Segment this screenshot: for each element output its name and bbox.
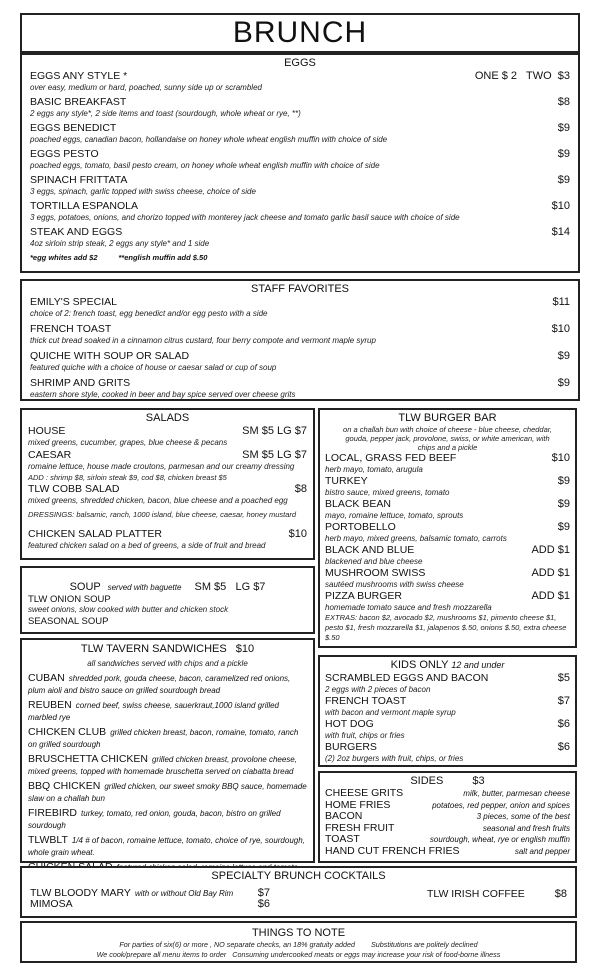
- side-item: [325, 788, 570, 800]
- sandwich-item: [28, 699, 307, 722]
- staff-header: STAFF FAVORITES: [251, 283, 349, 295]
- menu-title: BRUNCH: [20, 13, 580, 53]
- notes-line2: We cook/prepare all menu items to order Consuming undercooked meats or eggs may increase your risk of food-borne illness: [96, 950, 501, 959]
- menu-item-desc: over easy, medium or hard, poached, sunny side up or scrambled: [30, 83, 262, 92]
- burger-extras: EXTRAS: bacon $2, avocado $2, mushrooms $1, pimento cheese $1, pesto $1, fresh mozzarella $1, jalapenos $.50, onions $.50, extra cheese $.50: [325, 613, 567, 642]
- sandwich-item: [28, 753, 307, 776]
- side-item: [325, 823, 570, 835]
- menu-item-row: [325, 498, 570, 511]
- menu-item-row: [325, 544, 570, 557]
- menu-item-desc: choice of 2: french toast, egg benedict and/or egg pesto with a side: [30, 309, 268, 318]
- eggs-list: [30, 70, 570, 249]
- cocktail-price: $6: [257, 898, 270, 910]
- menu-item-price: $6: [557, 741, 570, 753]
- side-item: [325, 811, 570, 823]
- menu-item-row: [30, 96, 570, 109]
- menu-item: [325, 521, 570, 544]
- menu-item-price: ADD $1: [531, 567, 570, 579]
- side-desc: salt and pepper: [514, 846, 570, 856]
- cobb-desc: mixed greens, shredded chicken, bacon, blue cheese and a poached egg: [28, 496, 288, 505]
- menu-item-price: ONE $ 2 TWO $3: [474, 70, 570, 82]
- side-name: FRESH FRUIT: [325, 821, 395, 834]
- menu-item-name: TURKEY: [325, 475, 368, 487]
- menu-item-desc: bistro sauce, mixed greens, tomato: [325, 488, 450, 497]
- side-name: CHEESE GRITS: [325, 787, 404, 799]
- burger-list: [325, 452, 570, 613]
- burger-section: [318, 408, 577, 648]
- menu-item-name: BASIC BREAKFAST: [30, 96, 127, 108]
- cobb-price: $8: [294, 483, 307, 495]
- menu-item-row: [325, 672, 570, 685]
- cobb-name: TLW COBB SALAD: [28, 483, 120, 495]
- menu-item-name: MUSHROOM SWISS: [325, 567, 426, 579]
- cocktails-body: [30, 888, 567, 910]
- sandwiches-header-line: [28, 643, 307, 656]
- platter-price: $10: [288, 528, 307, 540]
- menu-item: [325, 475, 570, 498]
- sandwiches-header: TLW TAVERN SANDWICHES: [80, 643, 227, 655]
- menu-item-desc: 2 eggs with 2 pieces of bacon: [325, 685, 431, 694]
- menu-item-name: LOCAL, GRASS FED BEEF: [325, 452, 457, 464]
- menu-item: [30, 122, 570, 145]
- menu-item-desc: herb mayo, tomato, arugula: [325, 465, 423, 474]
- menu-item-row: [325, 741, 570, 754]
- side-desc: milk, butter, parmesan cheese: [463, 789, 570, 798]
- sandwich-name: CHICKEN CLUB: [28, 726, 107, 738]
- menu-item-name: FRENCH TOAST: [30, 323, 112, 335]
- menu-item-desc: 3 eggs, spinach, garlic topped with swiss cheese, choice of side: [30, 187, 256, 196]
- soup-item-desc: sweet onions, slow cooked with butter and chicken stock: [28, 605, 229, 614]
- sandwiches-section: [20, 638, 315, 863]
- menu-item: [325, 544, 570, 567]
- side-desc: 3 pieces, some of the best: [476, 812, 570, 821]
- menu-item-row: [28, 449, 307, 462]
- menu-item-desc: mayo, romaine lettuce, tomato, sprouts: [325, 511, 464, 520]
- sandwiches-price: $10: [235, 643, 255, 655]
- sides-header: SIDES: [410, 775, 444, 787]
- cocktail-list: [30, 888, 270, 910]
- menu-item-name: SPINACH FRITTATA: [30, 174, 128, 186]
- menu-item-name: STEAK AND EGGS: [30, 226, 123, 238]
- menu-item-name: EMILY'S SPECIAL: [30, 296, 118, 308]
- menu-item-desc: 3 eggs, potatoes, onions, and chorizo topped with monterey jack cheese and tomato garlic basil sauce with choice of side: [30, 213, 460, 222]
- menu-item-row: [28, 425, 307, 438]
- irish-price: $8: [554, 888, 567, 900]
- menu-item-row: [30, 200, 570, 213]
- menu-item-desc: eastern shore style, cooked in beer and bay spice served over cheese grits: [30, 390, 296, 399]
- sides-list: [325, 788, 570, 857]
- salads-list: [28, 425, 307, 472]
- chicken-salad-platter: [28, 528, 307, 551]
- menu-item: [28, 425, 307, 448]
- salads-add: ADD : shrimp $8, sirloin steak $9, cod $8, chicken breast $5: [28, 473, 227, 482]
- menu-item-price: $14: [551, 226, 570, 238]
- kids-header: KIDS ONLY: [390, 659, 449, 671]
- menu-item: [30, 70, 570, 93]
- menu-item-price: $11: [552, 296, 570, 308]
- side-desc: seasonal and fresh fruits: [482, 823, 570, 833]
- menu-item-row: [30, 174, 570, 187]
- menu-item-row: [30, 377, 570, 390]
- menu-item-row: [325, 590, 570, 603]
- cocktail-note: with or without Old Bay Rim: [134, 889, 234, 898]
- menu-item-price: $10: [551, 200, 570, 212]
- menu-item-desc: homemade tomato sauce and fresh mozzarella: [325, 603, 492, 612]
- menu-item-row: [325, 567, 570, 580]
- menu-item-name: EGGS BENEDICT: [30, 122, 117, 134]
- menu-item: [28, 449, 307, 472]
- menu-item-price: $10: [551, 452, 570, 464]
- menu-item-row: [30, 323, 570, 336]
- soup-header-line: [28, 581, 307, 594]
- menu-item-price: $9: [557, 498, 570, 510]
- soup-item-name: SEASONAL SOUP: [28, 616, 109, 627]
- side-desc: sourdough, wheat, rye or english muffin: [429, 835, 570, 844]
- menu-item-row: [325, 452, 570, 465]
- cobb-salad: [28, 483, 307, 506]
- menu-item-price: $7: [557, 695, 570, 707]
- menu-item-name: QUICHE WITH SOUP OR SALAD: [30, 350, 190, 362]
- menu-item: [30, 174, 570, 197]
- sandwich-desc: grilled chicken breast, provolone cheese, mixed greens, topped with homemade bruschetta served on ciabatta bread: [28, 755, 297, 776]
- menu-item-price: $9: [557, 350, 570, 362]
- menu-item-price: $8: [557, 96, 570, 108]
- menu-item: [30, 226, 570, 249]
- soup-list: [28, 594, 307, 627]
- burger-header: TLW BURGER BAR: [398, 412, 497, 424]
- staff-list: [30, 296, 570, 400]
- staff-section: [20, 279, 580, 401]
- soup-section: [20, 566, 315, 634]
- menu-item-name: EGGS ANY STYLE *: [30, 70, 128, 82]
- sandwich-name: BBQ CHICKEN: [28, 780, 101, 792]
- cocktails-section: [20, 866, 577, 918]
- sandwich-item: [28, 834, 307, 857]
- sandwich-item: [28, 807, 307, 830]
- irish-coffee: [427, 888, 567, 910]
- menu-item-name: BLACK AND BLUE: [325, 544, 415, 556]
- menu-item-row: [30, 148, 570, 161]
- menu-item-price: $9: [557, 174, 570, 186]
- platter-desc: featured chicken salad on a bed of greens, a side of fruit and bread: [28, 541, 266, 550]
- soup-item: [28, 594, 307, 615]
- sandwich-item: [28, 672, 307, 695]
- sandwich-item: [28, 726, 307, 749]
- kids-list: [325, 672, 570, 764]
- menu-item-row: [325, 521, 570, 534]
- menu-item-desc: 2 eggs any style*, 2 side items and toast (sourdough, whole wheat or rye, **): [30, 109, 301, 118]
- menu-item-desc: mixed greens, cucumber, grapes, blue cheese & pecans: [28, 438, 228, 447]
- side-desc: potatoes, red pepper, onion and spices: [432, 800, 570, 810]
- menu-item-price: $9: [557, 377, 570, 389]
- cocktail-left: [30, 899, 73, 910]
- menu-item-row: [30, 296, 570, 309]
- sandwiches-sub: all sandwiches served with chips and a pickle: [87, 659, 248, 668]
- menu-item-name: SHRIMP AND GRITS: [30, 377, 131, 389]
- menu-item-name: BURGERS: [325, 741, 377, 753]
- cocktail-name: MIMOSA: [30, 898, 73, 910]
- cocktail-item: [30, 899, 270, 910]
- side-name: BACON: [325, 810, 363, 822]
- eggs-header: EGGS: [284, 57, 316, 69]
- sandwich-name: TLWBLT: [28, 834, 68, 846]
- kids-header-note: 12 and under: [451, 660, 505, 670]
- soup-header: SOUP: [69, 581, 101, 593]
- menu-item-name: FRENCH TOAST: [325, 695, 407, 707]
- side-name: HAND CUT FRENCH FRIES: [325, 844, 460, 857]
- menu-item: [30, 296, 570, 319]
- menu-item-name: BLACK BEAN: [325, 498, 391, 510]
- menu-item-price: $9: [557, 122, 570, 134]
- menu-item-price: $9: [557, 521, 570, 533]
- menu-item: [325, 741, 570, 764]
- menu-item-price: $9: [557, 475, 570, 487]
- menu-item-price: $6: [557, 718, 570, 730]
- menu-item: [30, 200, 570, 223]
- menu-item-desc: poached eggs, canadian bacon, hollandaise on honey whole wheat english muffin with choice of side: [30, 135, 388, 144]
- menu-item-row: [325, 475, 570, 488]
- menu-item-price: ADD $1: [531, 590, 570, 602]
- soup-item-name: TLW ONION SOUP: [28, 594, 111, 605]
- menu-item-name: EGGS PESTO: [30, 148, 99, 160]
- menu-item: [325, 567, 570, 590]
- menu-item-row: [30, 226, 570, 239]
- menu-item: [325, 498, 570, 521]
- sandwich-desc: 1/4 # of bacon, romaine lettuce, tomato, choice of rye, sourdough, whole grain wheat.: [28, 836, 305, 857]
- menu-item: [30, 377, 570, 400]
- side-item: [325, 846, 570, 858]
- sandwich-name: BRUSCHETTA CHICKEN: [28, 753, 148, 765]
- sides-price: $3: [472, 775, 485, 787]
- menu-item: [30, 96, 570, 119]
- notes-header: THINGS TO NOTE: [251, 927, 346, 939]
- sandwich-desc: grilled chicken breast, bacon, romaine, tomato, ranch on grilled sourdough: [28, 728, 299, 749]
- menu-item-name: SCRAMBLED EGGS AND BACON: [325, 672, 489, 684]
- sandwich-desc: corned beef, swiss cheese, sauerkraut,1000 island grilled marbled rye: [28, 701, 279, 722]
- burger-sub: on a challah bun with choice of cheese - blue cheese, cheddar, gouda, pepper jack, provolone, swiss, or white american, with chips and a pickle: [343, 425, 552, 452]
- menu-item-desc: featured quiche with a choice of house or caesar salad or cup of soup: [30, 363, 277, 372]
- menu-item-row: [30, 70, 570, 83]
- sandwich-name: FIREBIRD: [28, 807, 78, 819]
- eggs-section: [20, 53, 580, 273]
- menu-item-desc: sautéed mushrooms with swiss cheese: [325, 580, 464, 589]
- menu-item-name: TORTILLA ESPANOLA: [30, 200, 138, 212]
- menu-item-name: HOT DOG: [325, 718, 374, 730]
- menu-item-desc: romaine lettuce, house made croutons, parmesan and our creamy dressing: [28, 462, 295, 471]
- menu-item-row: [325, 695, 570, 708]
- salads-section: [20, 408, 315, 560]
- menu-item-desc: with fruit, chips or fries: [325, 731, 405, 740]
- salads-dressings: DRESSINGS: balsamic, ranch, 1000 island, blue cheese, caesar, honey mustard: [28, 510, 297, 519]
- menu-item-desc: blackened and blue cheese: [325, 557, 423, 566]
- cocktail-price: $7: [257, 887, 270, 899]
- menu-item-row: [325, 718, 570, 731]
- sandwich-desc: grilled chicken, our sweet smoky BBQ sauce, homemade slaw on a challah bun: [28, 782, 307, 803]
- notes-section: [20, 921, 577, 963]
- menu-item: [325, 590, 570, 613]
- menu-item-price: SM $5 LG $7: [242, 425, 307, 437]
- sandwich-desc: turkey, tomato, red onion, gouda, bacon, bistro on grilled sourdough: [28, 809, 281, 830]
- side-item: [325, 834, 570, 846]
- sandwich-name: REUBEN: [28, 699, 72, 711]
- kids-section: [318, 655, 577, 767]
- eggs-note: *egg whites add $2 **english muffin add $.50: [30, 253, 208, 262]
- menu-item-name: CAESAR: [28, 449, 72, 461]
- menu-item-name: PORTOBELLO: [325, 521, 396, 533]
- menu-item-desc: herb mayo, mixed greens, balsamic tomato, carrots: [325, 534, 507, 543]
- menu-item: [325, 718, 570, 741]
- sides-section: [318, 771, 577, 863]
- sandwich-item: [28, 780, 307, 803]
- menu-item-desc: poached eggs, tomato, basil pesto cream, on honey whole wheat english muffin with choice of side: [30, 161, 380, 170]
- menu-item-price: $10: [551, 323, 570, 335]
- menu-item-name: PIZZA BURGER: [325, 590, 403, 602]
- salads-header: SALADS: [145, 412, 190, 424]
- soup-item: [28, 616, 307, 627]
- irish-name: TLW IRISH COFFEE: [427, 888, 525, 900]
- menu-item: [325, 672, 570, 695]
- sandwich-name: CUBAN: [28, 672, 65, 684]
- menu-item-desc: with bacon and vermont maple syrup: [325, 708, 456, 717]
- menu-item-desc: (2) 2oz burgers with fruit, chips, or fries: [325, 754, 464, 763]
- menu-item: [30, 350, 570, 373]
- menu-item: [30, 323, 570, 346]
- sandwich-desc: shredded pork, gouda cheese, bacon, caramelized red onions, plum aioli and bistro sauce on grilled sourdough bread: [28, 674, 291, 695]
- menu-item-price: ADD $1: [531, 544, 570, 556]
- menu-item-price: SM $5 LG $7: [242, 449, 307, 461]
- menu-item-desc: thick cut bread soaked in a cinnamon citrus custard, four berry compote and vermont maple syrup: [30, 336, 376, 345]
- menu-item-row: [30, 122, 570, 135]
- platter-name: CHICKEN SALAD PLATTER: [28, 528, 163, 540]
- notes-line1: For parties of six(6) or more , NO separate checks, an 18% gratuity added Substitutions are politely declined: [119, 940, 478, 949]
- menu-item-desc: 4oz sirloin strip steak, 2 eggs any style* and 1 side: [30, 239, 210, 248]
- menu-item-name: HOUSE: [28, 425, 66, 437]
- sandwiches-list: [28, 672, 307, 884]
- menu-item: [30, 148, 570, 171]
- soup-header-note: served with baguette: [107, 583, 182, 592]
- kids-header-line: [325, 659, 570, 672]
- soup-price: SM $5 LG $7: [194, 581, 266, 593]
- side-name: HOME FRIES: [325, 798, 391, 811]
- menu-item-price: $5: [557, 672, 570, 684]
- menu-item: [325, 452, 570, 475]
- side-name: TOAST: [325, 833, 360, 845]
- menu-item: [325, 695, 570, 718]
- cocktails-header: SPECIALTY BRUNCH COCKTAILS: [211, 870, 386, 882]
- menu-item-price: $9: [557, 148, 570, 160]
- menu-item-row: [30, 350, 570, 363]
- cocktail-name: TLW BLOODY MARY: [30, 887, 131, 899]
